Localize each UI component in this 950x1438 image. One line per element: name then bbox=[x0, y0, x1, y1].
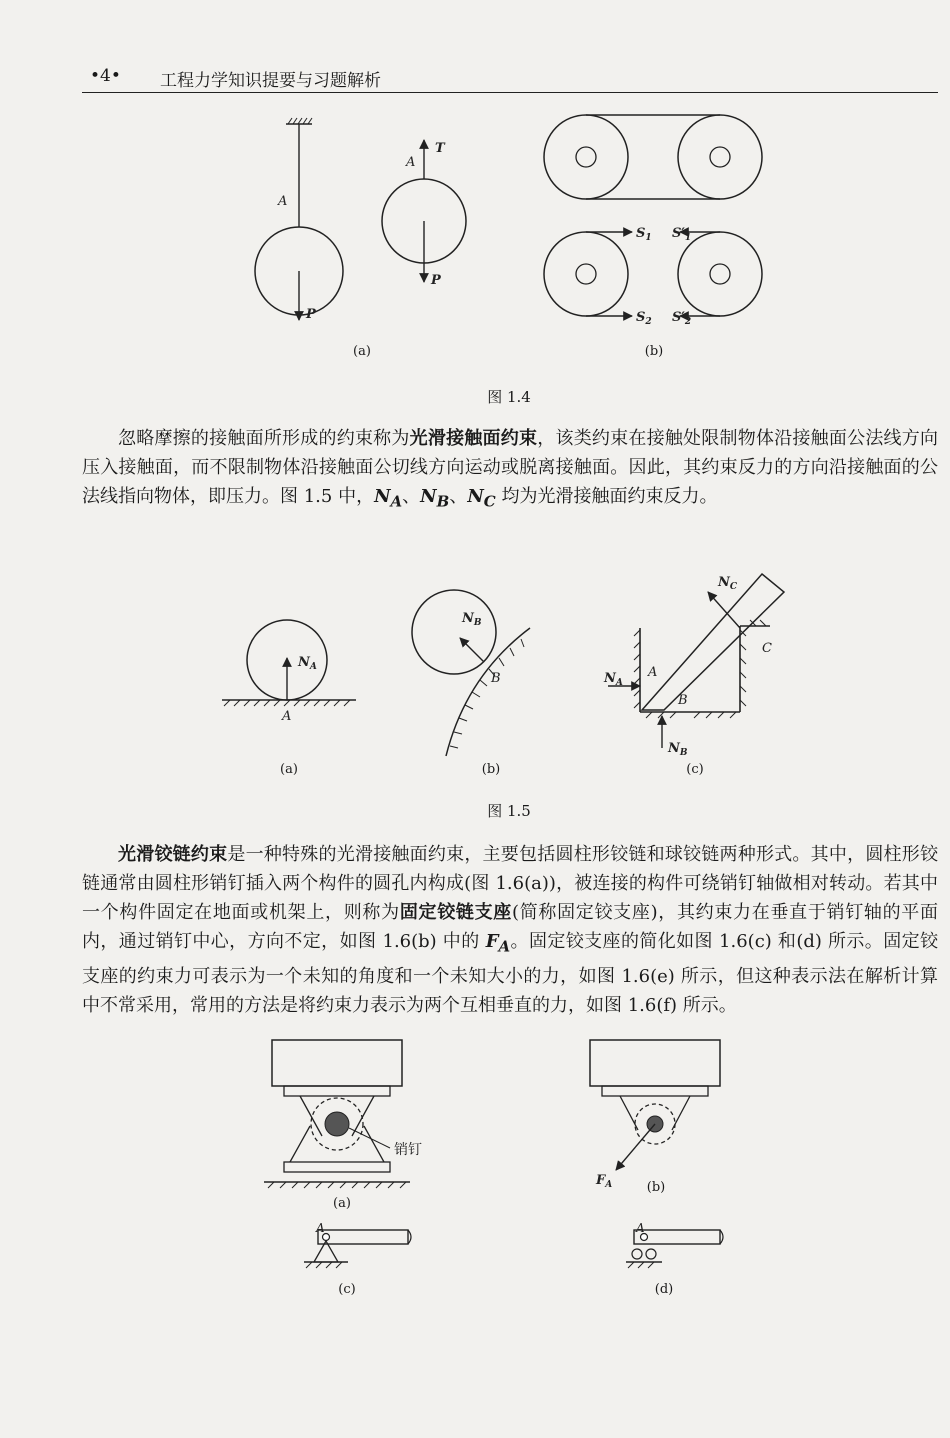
sym-NB: $N_B$ bbox=[420, 486, 450, 511]
term-smooth-hinge: 光滑铰链约束 bbox=[118, 844, 228, 865]
sym-NC: $N_C$ bbox=[467, 486, 496, 511]
fig15b-label-B: B bbox=[491, 671, 501, 686]
fig14a-label-P: P bbox=[306, 307, 316, 322]
fig14b-label-S2: $S_2$ bbox=[636, 310, 652, 327]
fig16b-label-FA: $F_A$ bbox=[596, 1173, 613, 1190]
p1-sep-2: 、 bbox=[449, 486, 468, 507]
fig15c-label-A: A bbox=[648, 665, 658, 680]
paragraph-smooth-contact bbox=[82, 424, 938, 517]
fig14a-label-A: A bbox=[278, 194, 288, 209]
fig14b-label-S2p: $S'_2$ bbox=[672, 310, 692, 327]
p2-text-3: 。固定铰支座的简化如图 1.6(c) 和(d) 所示。固定铰支座的约束力可表示为一个未知的角度和一个未知大小的力，如图 1.6(e) 所示，但这种表示法在解析计算中不常采用，常用的方法是将约束力表示为两个互相垂直的力，如图 1.6(f) 所示。 bbox=[82, 931, 939, 1016]
fig16-sub-c: (c) bbox=[338, 1282, 356, 1297]
page-number: •4• bbox=[90, 66, 121, 86]
p2-text-2: (简称固定铰支座)，其约束力在垂直于销钉轴的平面内，通过销钉中心，方向不定，如图 1.6(b) 中的 bbox=[82, 902, 939, 952]
book-title: 工程力学知识提要与习题解析 bbox=[160, 71, 381, 91]
p1-text-1: 忽略摩擦的接触面所形成的约束称为 bbox=[118, 428, 410, 449]
fig15-sub-b: (b) bbox=[481, 762, 501, 777]
fig14-sub-b: (b) bbox=[644, 344, 664, 359]
term-fixed-hinge: 固定铰链支座 bbox=[399, 902, 512, 923]
fig15-sub-c: (c) bbox=[686, 762, 704, 777]
fig15-sub-a: (a) bbox=[280, 762, 298, 777]
figure-1-5-diagram bbox=[210, 556, 800, 766]
fig15a-label-NA: $N_A$ bbox=[298, 655, 317, 672]
sym-FA: $F_A$ bbox=[485, 931, 511, 956]
p1-text-2: ，该类约束在接触处限制物体沿接触面公法线方向压入接触面，而不限制物体沿接触面公切线方向运动或脱离接触面。因此，其约束反力的方向沿接触面的公法线指向物体，即压力。图 1.5 中， bbox=[82, 428, 939, 507]
figure-1-4-diagram bbox=[240, 110, 780, 350]
page-header bbox=[82, 66, 938, 90]
fig16d-label-A: A bbox=[636, 1221, 645, 1235]
fig14b-label-S1p: $S'_1$ bbox=[672, 226, 692, 243]
p1-text-3: 均为光滑接触面约束反力。 bbox=[495, 486, 718, 507]
fig15c-label-C: C bbox=[762, 641, 772, 656]
fig16a-pin-label: 销钉 bbox=[394, 1142, 422, 1158]
p2-text-1: 是一种特殊的光滑接触面约束，主要包括圆柱形铰链和球铰链两种形式。其中，圆柱形铰链通常由圆柱形销钉插入两个构件的圆孔内构成(图 1.6(a))，被连接的构件可绕销钉轴做相对转动。若其中一个构件固定在地面或机架上，则称为 bbox=[82, 844, 939, 923]
fig15c-label-NC: $N_C$ bbox=[718, 575, 738, 592]
fig15a-label-A: A bbox=[282, 709, 292, 724]
fig16-sub-b: (b) bbox=[646, 1180, 666, 1195]
fig16c-label-A: A bbox=[316, 1221, 325, 1235]
fig14-caption: 图 1.4 bbox=[487, 388, 531, 406]
fig15c-label-B: B bbox=[678, 693, 688, 708]
term-smooth-contact: 光滑接触面约束 bbox=[409, 428, 538, 449]
fig16-sub-a: (a) bbox=[333, 1196, 351, 1211]
fig15b-label-NB: $N_B$ bbox=[462, 611, 482, 628]
sym-NA: $N_A$ bbox=[374, 486, 403, 511]
fig16-sub-d: (d) bbox=[654, 1282, 674, 1297]
fig14b-label-S1: $S_1$ bbox=[636, 226, 652, 243]
fig15c-label-NA: $N_A$ bbox=[604, 671, 623, 688]
fig15c-label-NB: $N_B$ bbox=[668, 741, 688, 758]
fig14a-label-T: T bbox=[435, 141, 445, 156]
header-rule bbox=[82, 92, 938, 93]
fig15-caption: 图 1.5 bbox=[487, 802, 531, 820]
fig14-sub-a: (a) bbox=[353, 344, 371, 359]
p1-sep-1: 、 bbox=[402, 486, 421, 507]
paragraph-smooth-hinge bbox=[82, 840, 938, 1020]
fig14a-label-A2: A bbox=[406, 155, 416, 170]
fig14a-label-P2: P bbox=[431, 273, 441, 288]
figure-1-6-diagram bbox=[260, 1034, 730, 1324]
